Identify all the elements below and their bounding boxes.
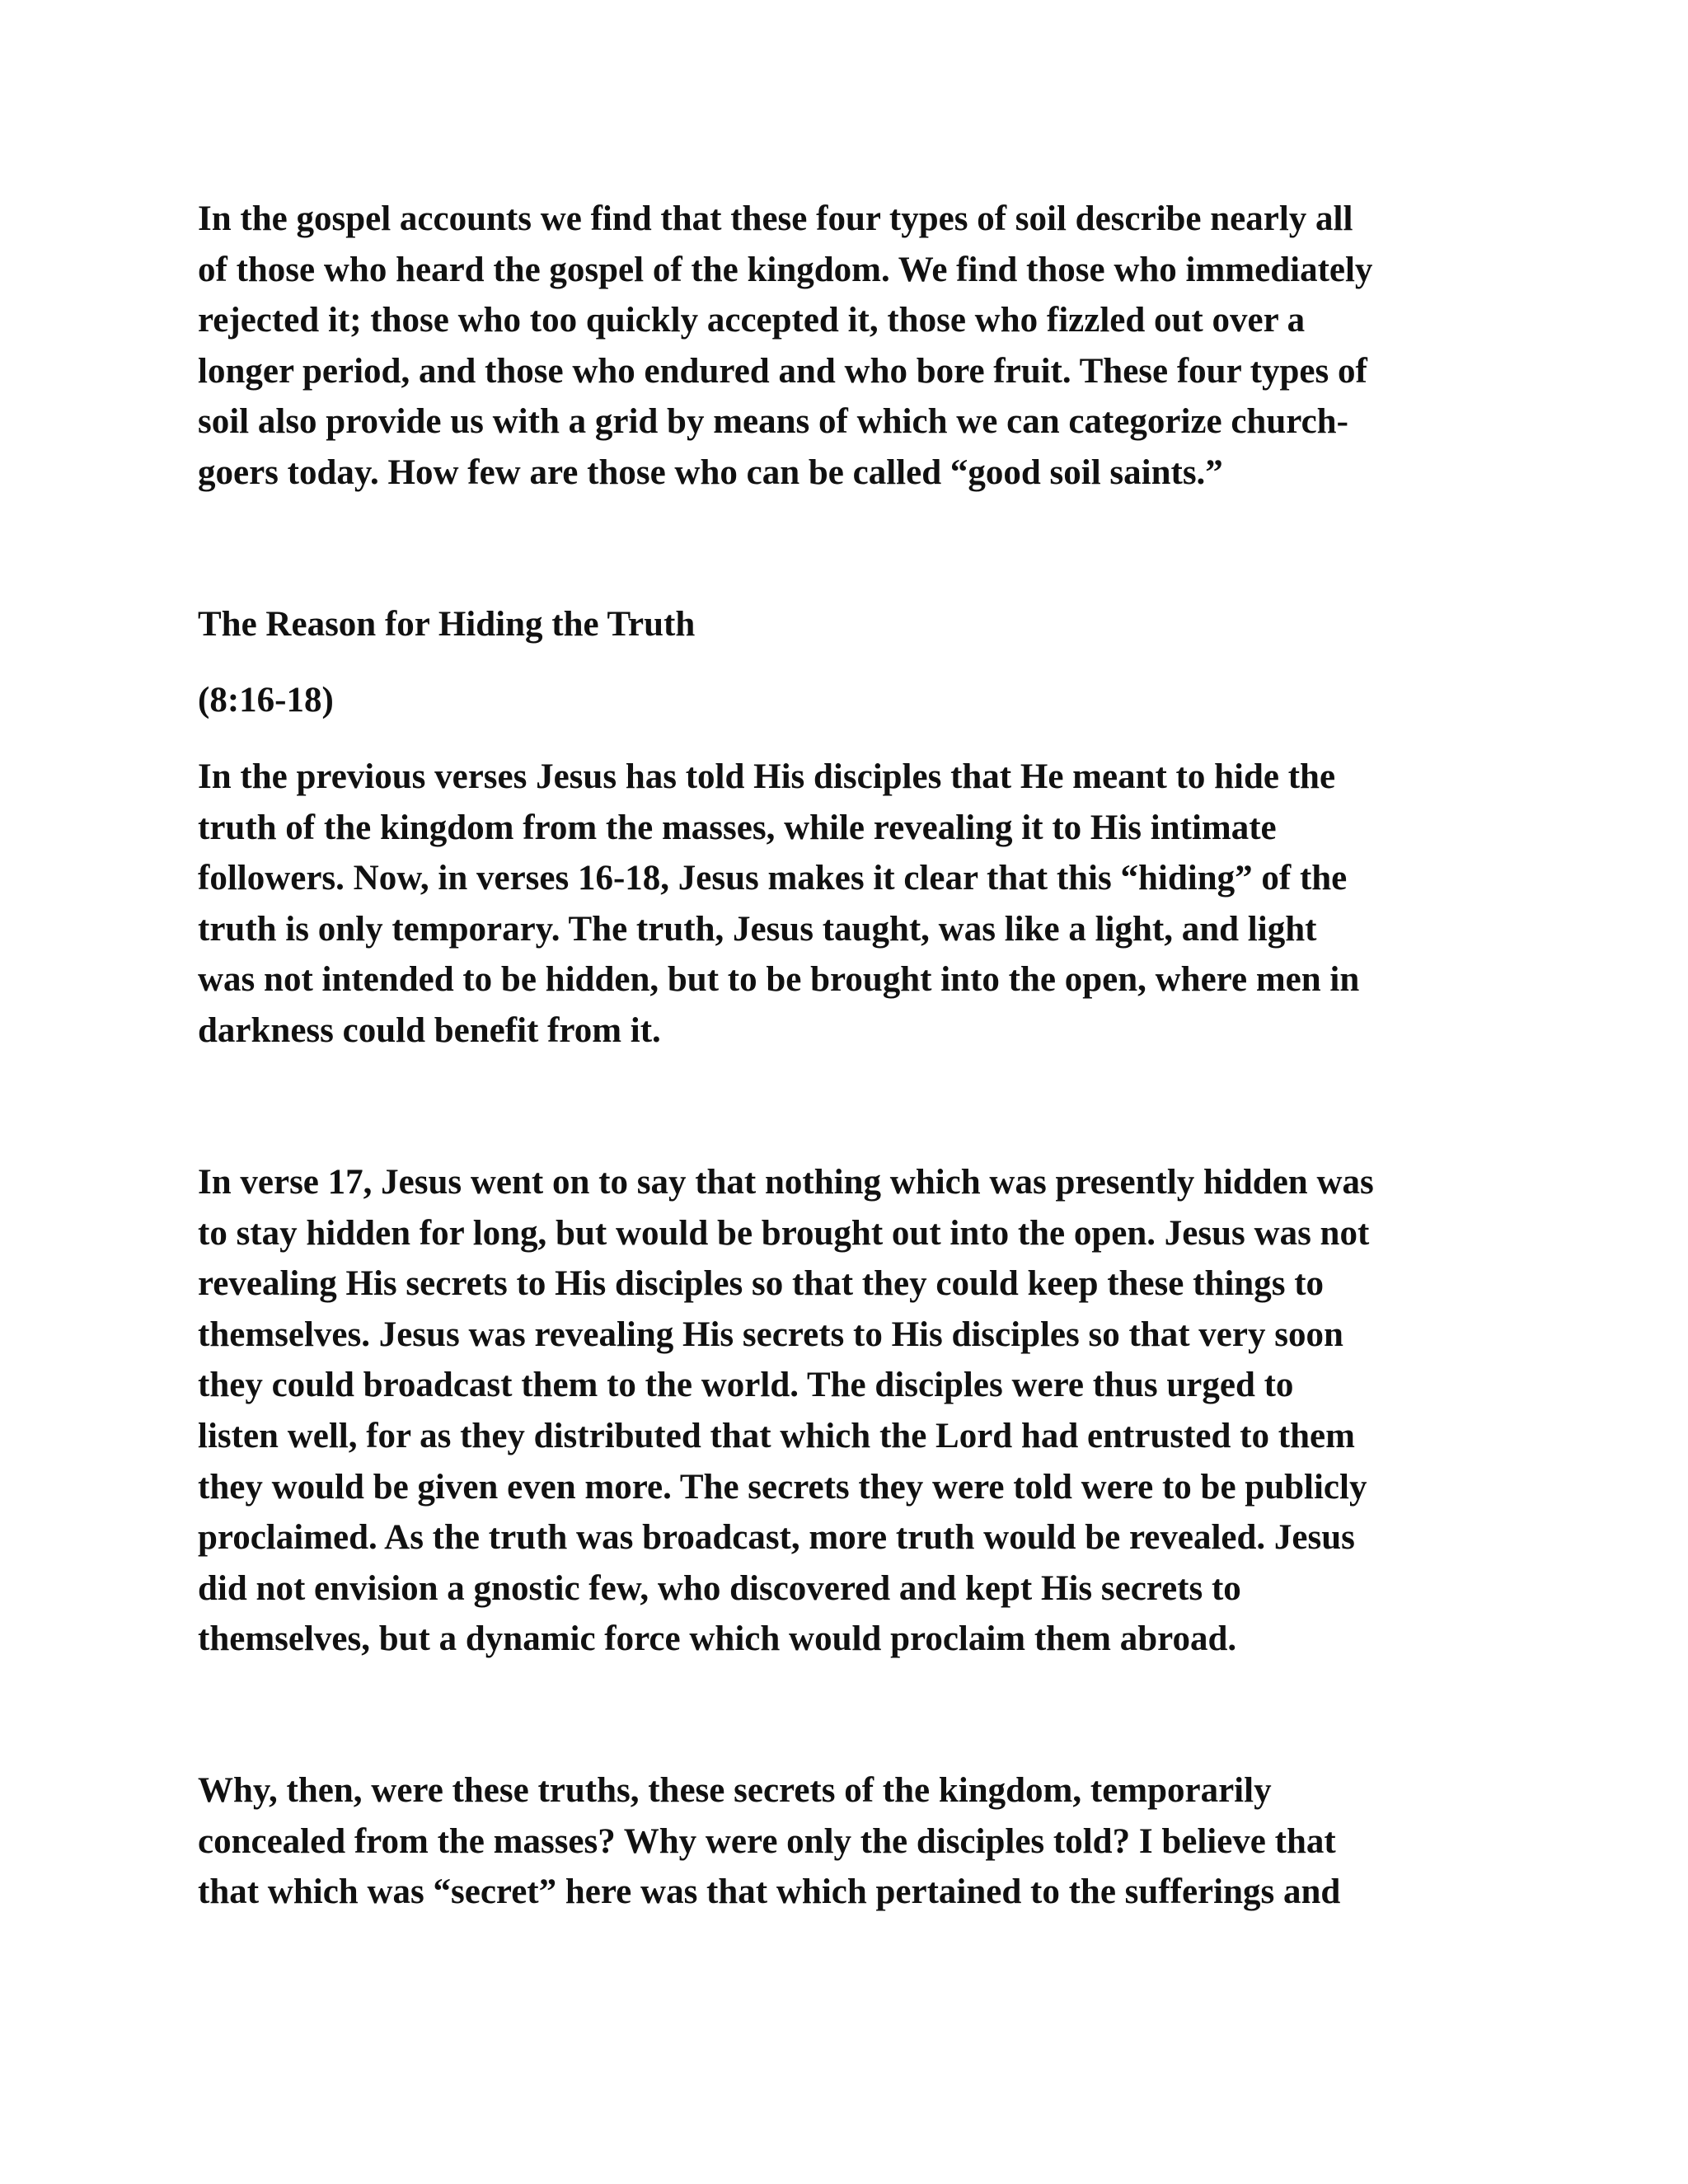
section-heading: The Reason for Hiding the Truth (198, 605, 696, 644)
text-line: did not envision a gnostic few, who discovered and kept His secrets to (198, 1568, 1241, 1608)
text-line: proclaimed. As the truth was broadcast, more truth would be revealed. Jesus (198, 1518, 1355, 1558)
text-line: rejected it; those who too quickly accepted it, those who fizzled out over a (198, 301, 1306, 340)
text-line: followers. Now, in verses 16-18, Jesus makes it clear that this “hiding” of the (198, 859, 1348, 898)
text-line: they would be given even more. The secrets they were told were to be publicly (198, 1467, 1367, 1507)
text-line: longer period, and those who endured and who bore fruit. These four types of (198, 351, 1367, 391)
paragraph-hiding-temporary (198, 752, 1484, 1057)
text-line: they could broadcast them to the world. The disciples were thus urged to (198, 1366, 1294, 1405)
text-line: In the previous verses Jesus has told His disciples that He meant to hide the (198, 757, 1336, 796)
text-line: Why, then, were these truths, these secrets of the kingdom, temporarily (198, 1771, 1272, 1810)
text-line: goers today. How few are those who can be called “good soil saints.” (198, 452, 1223, 492)
text-line: was not intended to be hidden, but to be brought into the open, where men in (198, 960, 1360, 1000)
text-line: themselves. Jesus was revealing His secrets to His disciples so that very soon (198, 1315, 1343, 1354)
text-line: of those who heard the gospel of the kingdom. We find those who immediately (198, 250, 1373, 289)
text-line: truth of the kingdom from the masses, while revealing it to His intimate (198, 808, 1277, 847)
text-line: In verse 17, Jesus went on to say that nothing which was presently hidden was (198, 1163, 1374, 1202)
scripture-reference: (8:16-18) (198, 681, 334, 719)
text-line: revealing His secrets to His disciples so that they could keep these things to (198, 1264, 1325, 1304)
paragraph-why-concealed (198, 1765, 1484, 1918)
text-line: concealed from the masses? Why were only the disciples told? I believe that (198, 1821, 1336, 1861)
text-line: that which was “secret” here was that which pertained to the sufferings and (198, 1872, 1341, 1912)
text-line: to stay hidden for long, but would be brought out into the open. Jesus was not (198, 1213, 1370, 1253)
text-line: listen well, for as they distributed that which the Lord had entrusted to them (198, 1416, 1355, 1455)
paragraph-verse-17 (198, 1157, 1484, 1665)
text-line: soil also provide us with a grid by means of which we can categorize church- (198, 402, 1348, 442)
paragraph-soil-types (198, 194, 1484, 499)
text-line: themselves, but a dynamic force which would proclaim them abroad. (198, 1619, 1237, 1659)
text-line: truth is only temporary. The truth, Jesus taught, was like a light, and light (198, 909, 1317, 949)
text-line: darkness could benefit from it. (198, 1010, 661, 1050)
text-line: In the gospel accounts we find that these four types of soil describe nearly all (198, 199, 1353, 238)
